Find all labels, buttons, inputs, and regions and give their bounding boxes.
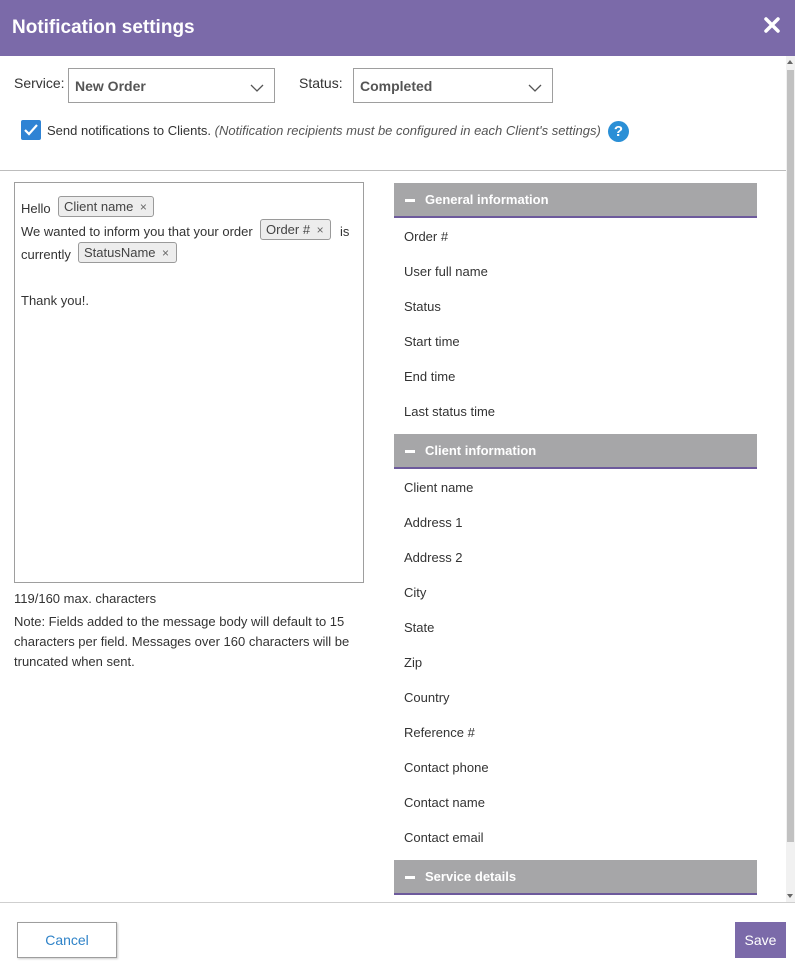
field-end-time[interactable]: End time (404, 369, 456, 384)
divider (0, 170, 786, 171)
field-tag-status-name (78, 242, 177, 263)
save-button[interactable]: Save (735, 922, 786, 958)
field-contact-phone[interactable]: Contact phone (404, 760, 489, 775)
footer-divider (0, 902, 795, 903)
collapse-icon (405, 876, 415, 879)
field-tag-client-name (58, 196, 154, 217)
message-text: We wanted to inform you that your order (21, 224, 253, 239)
field-country[interactable]: Country (404, 690, 450, 705)
dialog-title: Notification settings (12, 17, 195, 38)
field-user-full-name[interactable]: User full name (404, 264, 488, 279)
field-address-2[interactable]: Address 2 (404, 550, 463, 565)
tag-label: Order # (266, 222, 311, 237)
field-last-status-time[interactable]: Last status time (404, 404, 496, 419)
status-select[interactable] (353, 68, 553, 103)
section-title: General information (425, 192, 549, 207)
field-zip[interactable]: Zip (404, 655, 423, 670)
service-select[interactable] (68, 68, 275, 103)
section-title: Client information (425, 443, 537, 458)
section-general-information[interactable] (394, 183, 757, 218)
send-notifications-checkbox[interactable] (21, 120, 41, 140)
field-address-1[interactable]: Address 1 (404, 515, 463, 530)
collapse-icon (405, 199, 415, 202)
section-title: Service details (425, 869, 517, 884)
scrollbar[interactable] (786, 56, 795, 902)
message-text: Hello (21, 201, 51, 216)
field-reference-number[interactable]: Reference # (404, 725, 475, 740)
collapse-icon (405, 450, 415, 453)
close-icon[interactable] (763, 14, 781, 36)
status-label: Status: (299, 75, 343, 91)
chevron-down-icon (250, 81, 264, 91)
remove-tag-icon[interactable]: × (316, 223, 324, 237)
field-order-number[interactable]: Order # (404, 229, 449, 244)
send-notifications-text: Send notifications to Clients. (47, 123, 212, 138)
field-contact-name[interactable]: Contact name (404, 795, 485, 810)
message-text: Thank you!. (21, 293, 89, 308)
message-text: is (340, 224, 350, 239)
field-city[interactable]: City (404, 585, 427, 600)
field-contact-email[interactable]: Contact email (404, 830, 484, 845)
help-icon[interactable]: ? (608, 121, 629, 142)
remove-tag-icon[interactable]: × (139, 200, 147, 214)
recipients-note: (Notification recipients must be configured in each Client's settings) (214, 123, 601, 138)
remove-tag-icon[interactable]: × (162, 246, 170, 260)
field-length-note: Note: Fields added to the message body will default to 15 characters per field. Messages over 160 characters will be truncated when sent. (14, 614, 350, 669)
dialog-header (0, 0, 795, 56)
cancel-button[interactable]: Cancel (17, 922, 117, 958)
field-start-time[interactable]: Start time (404, 334, 460, 349)
scrollbar-thumb[interactable] (787, 70, 794, 842)
service-label: Service: (14, 75, 65, 91)
tag-label: StatusName (84, 245, 156, 260)
tag-label: Client name (64, 199, 134, 214)
field-tag-order-number (260, 219, 331, 240)
scroll-down-icon[interactable] (787, 894, 793, 898)
field-client-name[interactable]: Client name (404, 480, 474, 495)
section-client-information[interactable] (394, 434, 757, 469)
message-text: currently (21, 247, 71, 262)
section-service-details[interactable] (394, 860, 757, 895)
scroll-up-icon[interactable] (787, 60, 793, 64)
field-state[interactable]: State (404, 620, 435, 635)
service-value: New Order (75, 78, 146, 94)
message-editor[interactable] (14, 182, 364, 583)
character-counter: 119/160 max. characters (14, 591, 157, 606)
chevron-down-icon (528, 81, 542, 91)
send-notifications-label (47, 123, 601, 138)
field-status[interactable]: Status (404, 299, 441, 314)
status-value: Completed (360, 78, 433, 94)
